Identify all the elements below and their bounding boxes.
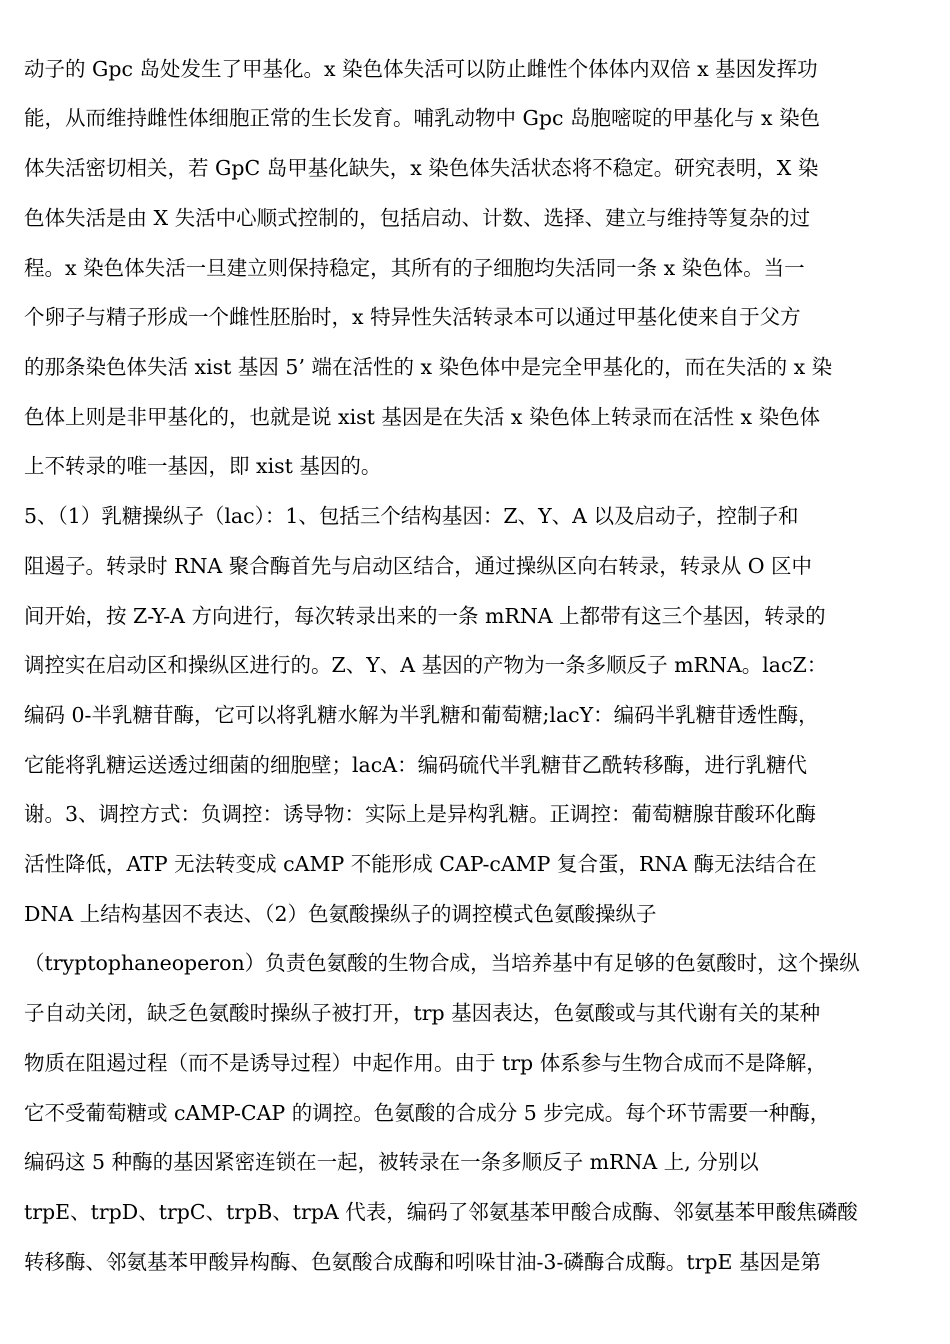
text-line: 阻遏子。转录时 RNA 聚合酶首先与启动区结合，通过操纵区向右转录，转录从 O 区中 xyxy=(24,554,813,578)
text-line: 编码 0-半乳糖苷酶，它可以将乳糖水解为半乳糖和葡萄糖;lacY：编码半乳糖苷透性酶， xyxy=(24,703,819,727)
text-line: 5、（1）乳糖操纵子（lac）：1、包括三个结构基因：Z、Y、A 以及启动子，控制子和 xyxy=(24,504,799,528)
text-line: 体失活密切相关，若 GpC 岛甲基化缺失，x 染色体失活状态将不稳定。研究表明，X 染 xyxy=(24,156,819,180)
text-line: 程。x 染色体失活一旦建立则保持稳定，其所有的子细胞均失活同一条 x 染色体。当一 xyxy=(24,256,805,280)
text-line: 上不转录的唯一基因，即 xist 基因的。 xyxy=(24,454,382,478)
text-line: 色体上则是非甲基化的，也就是说 xist 基因是在失活 x 染色体上转录而在活性 x 染色体 xyxy=(24,405,821,429)
text-line: 物质在阻遏过程（而不是诱导过程）中起作用。由于 trp 体系参与生物合成而不是降解， xyxy=(24,1051,827,1075)
text-line: 动子的 Gpc 岛处发生了甲基化。x 染色体失活可以防止雌性个体体内双倍 x 基因发挥功 xyxy=(24,57,818,81)
text-line: 调控实在启动区和操纵区进行的。Z、Y、A 基因的产物为一条多顺反子 mRNA。lacZ： xyxy=(24,653,828,677)
text-line: 间开始，按 Z-Y-A 方向进行，每次转录出来的一条 mRNA 上都带有这三个基因，转录的 xyxy=(24,604,826,628)
text-line: 编码这 5 种酶的基因紧密连锁在一起，被转录在一条多顺反子 mRNA 上, 分别以 xyxy=(24,1150,759,1174)
text-line: DNA 上结构基因不表达、（2）色氨酸操纵子的调控模式色氨酸操纵子 xyxy=(24,902,657,926)
text-line: 的那条染色体失活 xist 基因 5’ 端在活性的 x 染色体中是完全甲基化的，而在失活的 x 染 xyxy=(24,355,833,379)
text-line: 活性降低，ATP 无法转变成 cAMP 不能形成 CAP-cAMP 复合蛋，RNA 酶无法结合在 xyxy=(24,852,817,876)
text-line: 色体失活是由 X 失活中心顺式控制的，包括启动、计数、选择、建立与维持等复杂的过 xyxy=(24,206,811,230)
text-line: 转移酶、邻氨基苯甲酸异构酶、色氨酸合成酶和吲哚甘油-3-磷酶合成酶。trpE 基因是第 xyxy=(24,1250,822,1274)
text-line: 子自动关闭，缺乏色氨酸时操纵子被打开，trp 基因表达，色氨酸或与其代谢有关的某种 xyxy=(24,1001,821,1025)
text-line: 能，从而维持雌性体细胞正常的生长发育。哺乳动物中 Gpc 岛胞嘧啶的甲基化与 x 染色 xyxy=(24,106,821,130)
text-line: trpE、trpD、trpC、trpB、trpA 代表，编码了邻氨基苯甲酸合成酶、邻氨基苯甲酸焦磷酸 xyxy=(24,1200,858,1224)
text-line: （tryptophaneoperon）负责色氨酸的生物合成，当培养基中有足够的色氨酸时，这个操纵 xyxy=(24,951,860,975)
text-line: 它不受葡萄糖或 cAMP-CAP 的调控。色氨酸的合成分 5 步完成。每个环节需要一种酶， xyxy=(24,1101,831,1125)
text-line: 个卵子与精子形成一个雌性胚胎时，x 特异性失活转录本可以通过甲基化使来自于父方 xyxy=(24,305,801,329)
text-line: 谢。3、调控方式：负调控：诱导物：实际上是异构乳糖。正调控：葡萄糖腺苷酸环化酶 xyxy=(24,802,817,826)
text-line: 它能将乳糖运送透过细菌的细胞壁；lacA：编码硫代半乳糖苷乙酰转移酶，进行乳糖代 xyxy=(24,753,808,777)
